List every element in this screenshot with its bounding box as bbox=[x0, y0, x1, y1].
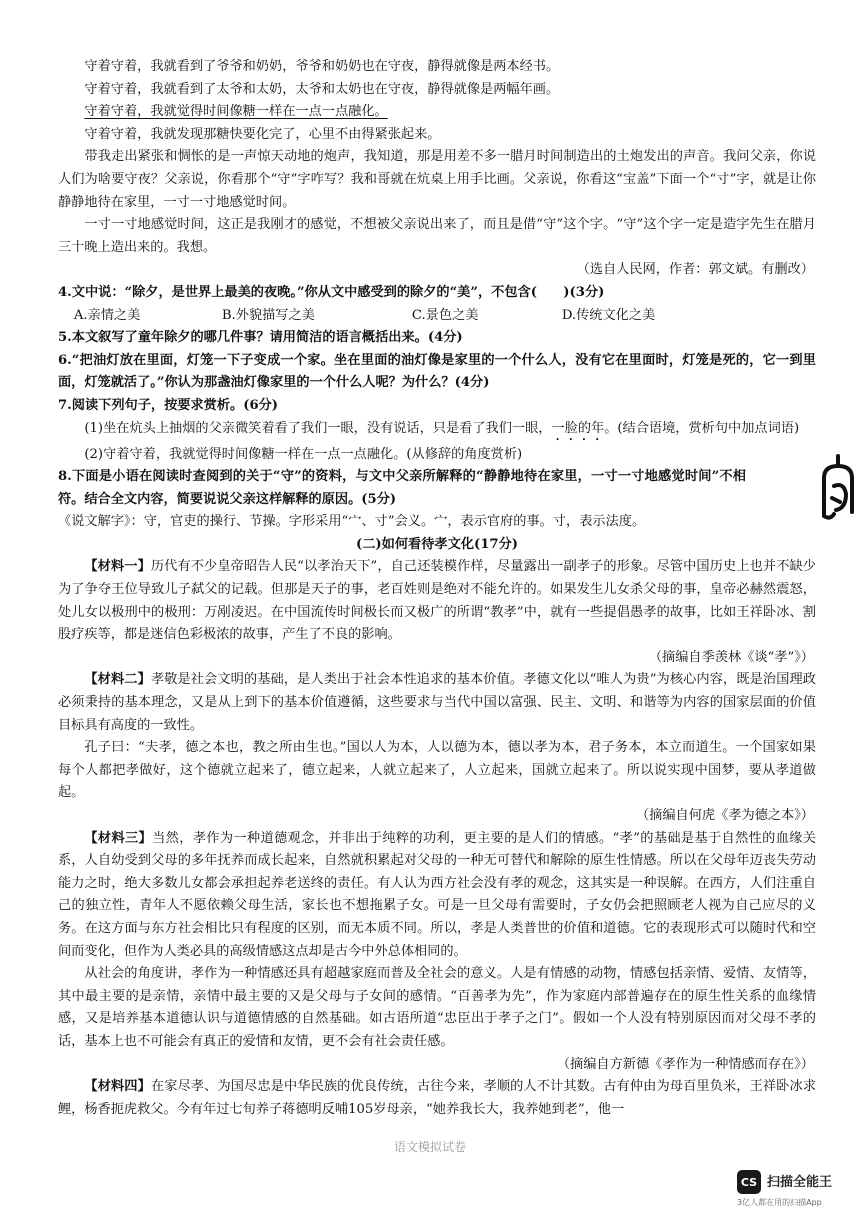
reading-line-3 bbox=[58, 101, 816, 124]
question-4-stem: 4.文中说：“除夕，是世界上最美的夜晚。”你从文中感受到的除夕的“美”，不包含( )(3分) bbox=[58, 284, 605, 300]
shuowen-entry: 《说文解字》：守，官吏的操行、节操。字形采用“宀、寸”会义。宀，表示官府的事。寸，表示法度。 bbox=[58, 514, 646, 530]
material-2-text: 孝敬是社会文明的基础，是人类出于社会本性追求的基本价值。孝德文化以“唯人为贵”为核心内容，既是治国理政必须秉持的基本理念，又是从上到下的基本价值遵循，这些要求与当代中国以富强、民主、文明、和谐等为内容的国家层面的价值目标具有高度的一致性。 bbox=[58, 672, 816, 733]
section-title: (二)如何看待孝文化(17分) bbox=[356, 536, 518, 552]
q7-sentence-after: 。(结合语境，赏析句中加点词语) bbox=[604, 420, 800, 436]
source-citation-m1: （摘编自季羡林《谈“孝”》） bbox=[648, 649, 814, 665]
underlined-sentence: 守着守着，我就觉得时间像糖一样在一点一点融化。 bbox=[84, 104, 388, 120]
material-3 bbox=[58, 828, 816, 964]
material-1 bbox=[58, 556, 816, 646]
material-2-paragraph-2: 孔子曰：“夫孝，德之本也，教之所由生也。”国以人为本，人以德为本，德以孝为本，君子务本，本立而道生。一个国家如果每个人都把孝做好，这个德就立起来了，德立起来，人就立起来了，人立起来，国就立起来了。所以说实现中国梦，要从孝道做起。 bbox=[58, 740, 816, 801]
question-8-block bbox=[58, 466, 816, 534]
reading-line-1: 守着守着，我就看到了爷爷和奶奶，爷爷和奶奶也在守夜，静得就像是两本经书。 bbox=[84, 59, 560, 74]
seal-character-icon bbox=[816, 452, 860, 524]
question-5: 5.本文叙写了童年除夕的哪几件事？请用简洁的语言概括出来。(4分) bbox=[58, 330, 463, 346]
question-7-part-1 bbox=[58, 418, 816, 444]
question-7-stem: 7.阅读下列句子，按要求赏析。(6分) bbox=[58, 397, 279, 413]
scanner-app-name: 扫描全能王 bbox=[767, 1175, 833, 1190]
page-footer: 语文模拟试卷 bbox=[393, 1140, 466, 1154]
question-7-part-2: (2)守着守着，我就觉得时间像糖一样在一点一点融化。(从修辞的角度赏析) bbox=[84, 446, 523, 462]
option-a: A.亲情之美 bbox=[73, 307, 141, 323]
material-3-label: 【材料三】 bbox=[84, 830, 153, 846]
material-2-label: 【材料二】 bbox=[84, 672, 151, 688]
question-4-options bbox=[58, 305, 816, 328]
source-citation-m2: （摘编自何虎《孝为德之本》） bbox=[635, 808, 814, 823]
material-3-paragraph-2: 从社会的角度讲，孝作为一种情感还具有超越家庭而普及全社会的意义。人是有情感的动物，情感包括亲情、爱情、友情等，其中最主要的是亲情，亲情中最主要的又是父母与子女间的感情。“百善孝为先”，作为家庭内部普遍存在的原生性关系的血缘情感，又是培养基本道德认识与道德情感的自然基础。如古语所道“忠臣出于孝子之门”。假如一个人没有特别原因而对父母不孝的话，基本上也不可能会有真正的爱情和友情，更不会有社会责任感。 bbox=[58, 966, 816, 1049]
material-1-text: 历代有不少皇帝昭告人民“以孝治天下”，自己还装模作样，尽量露出一副孝子的形象。尽管中国历史上也并不缺少为了争夺王位导致儿子弑父的记载。但那是天子的事，老百姓则是绝对不能允许的。如果发生儿女杀父母的事，皇帝必赫然震怒，处儿女以极刑中的极刑：万剐凌迟。在中国流传时间极长而又极广的所谓“教孝”中，就有一些提倡愚孝的故事，比如王祥卧冰、割股疗疾等，都是迷信色彩极浓的故事，产生了不良的影响。 bbox=[58, 559, 816, 643]
q7-sentence-before: (1)坐在炕头上抽烟的父亲微笑着看了我们一眼，没有说话，只是看了我们一眼， bbox=[84, 420, 552, 436]
reading-line-4: 守着守着，我就发现那糖快要化完了，心里不由得紧张起来。 bbox=[84, 126, 441, 142]
material-1-label: 【材料一】 bbox=[84, 559, 151, 575]
material-4 bbox=[58, 1076, 816, 1121]
reading-line-2: 守着守着，我就看到了太爷和太奶，太爷和太奶也在守夜，静得就像是两幅年画。 bbox=[84, 81, 560, 97]
material-4-text: 在家尽孝、为国尽忠是中华民族的优良传统，古往今来，孝顺的人不计其数。古有仲由为母百里负米，王祥卧冰求鲤，杨香扼虎救父。今有年过七旬养子蒋德明反哺105岁母亲，“她养我长大，我养她到老”，他一 bbox=[58, 1079, 817, 1117]
scanner-tagline: 3亿人都在用的扫描App bbox=[737, 1198, 822, 1207]
material-4-label: 【材料四】 bbox=[84, 1079, 151, 1095]
question-8-stem: 8.下面是小语在阅读时查阅到的关于“守”的资料，与文中父亲所解释的“静静地待在家里，一寸一寸地感觉时间”不相符。结合全文内容，简要说说父亲这样解释的原因。(5分) bbox=[58, 469, 746, 507]
source-citation-m3: （摘编自方新德《孝作为一种情感而存在》） bbox=[556, 1056, 814, 1072]
reading-paragraph-1: 带我走出紧张和惆怅的是一声惊天动地的炮声，我知道，那是用差不多一腊月时间制造出的土炮发出的声音。我问父亲，你说人们为啥要守夜？父亲说，你看那个“守”字咋写？我和哥就在炕桌上用手比画。父亲说，你看这“宝盖”下面一个“寸”字，就是让你静静地待在家里，一寸一寸地感觉时间。 bbox=[58, 149, 816, 210]
exam-content bbox=[58, 56, 816, 1121]
dotted-phrase: 一脸的年 bbox=[551, 420, 605, 436]
material-3-text: 当然，孝作为一种道德观念，并非出于纯粹的功利，更主要的是人们的情感。“孝”的基础是基于自然性的血缘关系，人自幼受到父母的多年抚养而成长起来，自然就积累起对父母的一种无可替代和解除的原生性情感。所以在父母年迈丧失劳动能力之时，绝大多数儿女都会承担起养老送终的责任。有人认为西方社会没有孝的观念，这其实是一种误解。在西方，人们注重自己的独立性，青年人不愿依赖父母生活，家长也不想拖累子女。可是一旦父母有需要时，子女仍会把照顾老人视为自己应尽的义务。在这方面与东方社会相比只有程度的区别，而无本质不同。所以，孝是人类普世的价值和道德。它的表现形式可以随时代和空间而变化，但作为人类必具的高级情感这点却是古今中外总体相同的。 bbox=[58, 830, 816, 959]
scanner-logo-icon: CS bbox=[737, 1170, 761, 1194]
source-citation-1: （选自人民网，作者：郭文斌。有删改） bbox=[576, 262, 814, 278]
material-2 bbox=[58, 669, 816, 737]
option-b: B.外貌描写之美 bbox=[221, 307, 315, 323]
reading-paragraph-2: 一寸一寸地感觉时间，这正是我刚才的感觉，不想被父亲说出来了，而且是借“守”这个字。“守”这个字一定是造字先生在腊月三十晚上造出来的。我想。 bbox=[58, 217, 816, 255]
question-6: 6.“把油灯放在里面，灯笼一下子变成一个家。坐在里面的油灯像是家里的一个什么人，没有它在里面时，灯笼是死的，它一到里面，灯笼就活了。”你认为那盏油灯像家里的一个什么人呢？为什么？(4分) bbox=[58, 352, 816, 391]
option-d: D.传统文化之美 bbox=[561, 307, 656, 323]
option-c: C.景色之美 bbox=[411, 307, 479, 323]
